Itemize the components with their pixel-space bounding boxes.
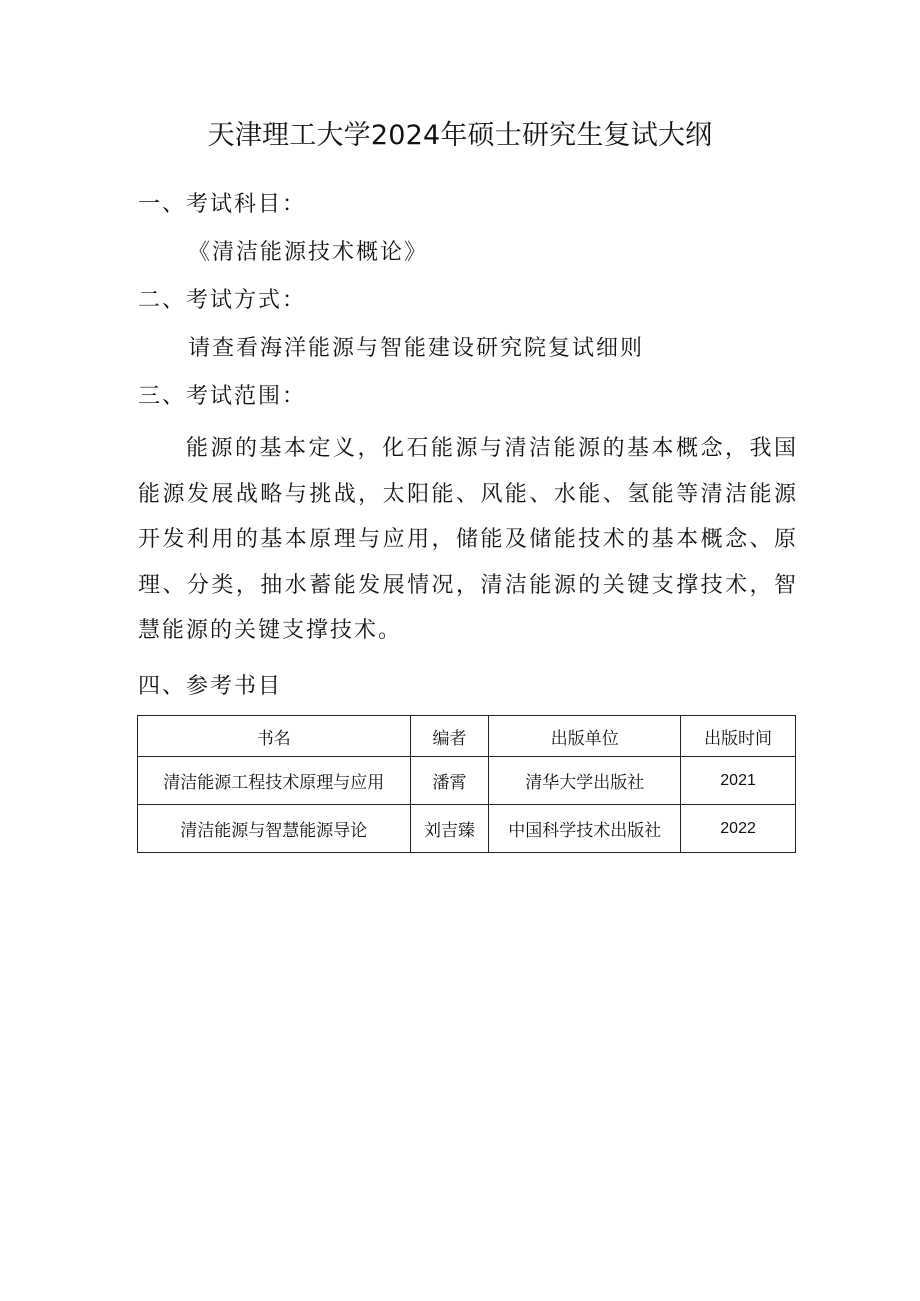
book-title-cell: 清洁能源工程技术原理与应用: [138, 757, 411, 805]
exam-subject-text: 《清洁能源技术概论》: [188, 240, 429, 265]
header-publish-year: 出版时间: [681, 716, 796, 757]
section-heading-exam-scope: 三、考试范围：: [138, 384, 307, 409]
header-book-title: 书名: [138, 716, 411, 757]
table-row: [138, 805, 796, 853]
table-row: [138, 757, 796, 805]
section-heading-exam-method: 二、考试方式：: [138, 288, 307, 313]
publisher-cell: 清华大学出版社: [489, 757, 681, 805]
publish-year-cell: 2021: [681, 757, 796, 805]
exam-method-text: 请查看海洋能源与智能建设研究院复试细则: [188, 336, 645, 361]
publish-year-cell: 2022: [681, 805, 796, 853]
header-editor: 编者: [410, 716, 489, 757]
editor-cell: 潘霄: [410, 757, 489, 805]
section-heading-references: 四、参考书目: [138, 674, 283, 699]
page-title: 天津理工大学2024年硕士研究生复试大纲: [207, 120, 713, 151]
editor-cell: 刘吉臻: [410, 805, 489, 853]
reference-books-table: [137, 715, 796, 853]
section-heading-exam-subject: 一、考试科目：: [138, 192, 307, 217]
table-header-row: [138, 716, 796, 757]
book-title-cell: 清洁能源与智慧能源导论: [138, 805, 411, 853]
exam-scope-paragraph: 能源的基本定义，化石能源与清洁能源的基本概念，我国能源发展战略与挑战，太阳能、风能、水能、氢能等清洁能源开发利用的基本原理与应用，储能及储能技术的基本概念、原理、分类，抽水蓄能发展情况，清洁能源的关键支撑技术，智慧能源的关键支撑技术。: [138, 436, 798, 644]
header-publisher: 出版单位: [489, 716, 681, 757]
publisher-cell: 中国科学技术出版社: [489, 805, 681, 853]
